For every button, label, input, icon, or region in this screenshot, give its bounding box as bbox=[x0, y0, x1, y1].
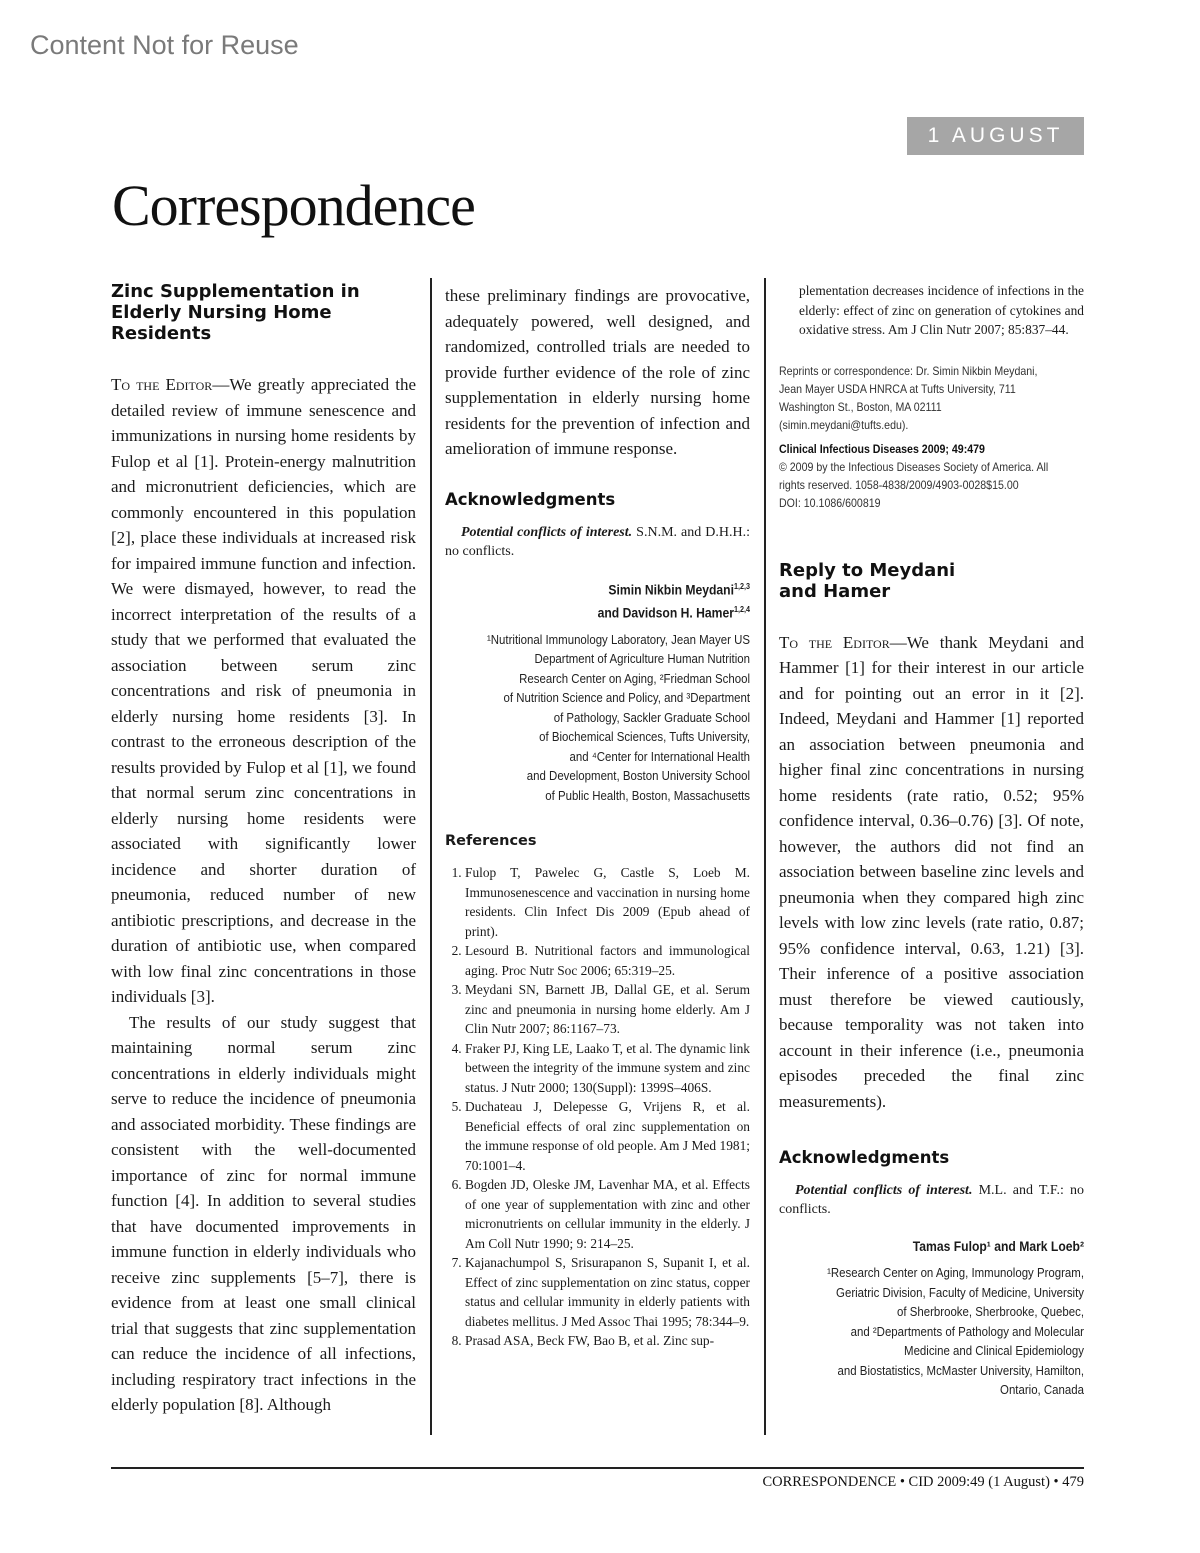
reply-salutation: To the Editor bbox=[779, 632, 890, 652]
reply-affiliations bbox=[779, 1263, 1084, 1400]
letter-paragraph-1 bbox=[111, 372, 416, 1010]
article-meta bbox=[779, 362, 1084, 512]
letter-affiliations bbox=[445, 630, 750, 806]
footer-rule bbox=[111, 1467, 1084, 1469]
watermark: Content Not for Reuse bbox=[30, 30, 299, 60]
conflicts-statement bbox=[445, 523, 750, 561]
column-divider-1 bbox=[430, 278, 432, 1435]
author-2-affil: 1,2,4 bbox=[733, 605, 750, 614]
salutation: To the Editor bbox=[111, 375, 213, 394]
author-line-1 bbox=[476, 577, 751, 601]
affiliation-line: of Sherbrooke, Sherbrooke, Quebec, bbox=[897, 1304, 1084, 1319]
affiliation-line: and Biostatistics, McMaster University, Hamilton, bbox=[837, 1362, 1084, 1378]
author-2: and Davidson H. Hamer bbox=[597, 605, 734, 621]
affiliation-line: of Public Health, Boston, Massachusetts bbox=[545, 787, 750, 803]
affiliation-line: and Development, Boston University School bbox=[526, 768, 750, 783]
letter-paragraph-3: these preliminary findings are provocative, adequately powered, well designed, and randomized, controlled trials are needed to provide further evidence of the role of zinc supplementation in elderly nursing home residents for the prevention of infection and amelioration of immune response. bbox=[445, 286, 750, 458]
reply-paragraph-text: —We thank Meydani and Hammer [1] for their interest in our article and for pointing out an error in it [2]. Indeed, Meydani and Hammer [1] reported an association between pneumonia and higher final zinc concentrations in nursing home residents (rate ratio, 0.52; 95% confidence interval, 0.36–0.76) [3]. Of note, however, the authors did not find an association between baseline zinc levels and pneumonia when they compared high zinc levels with low zinc levels (rate ratio, 0.87; 95% confidence interval, 0.63, 1.21) [3]. Their inference of a positive association must therefore be viewed cautiously, because temporality was not taken into account in their inference (i.e., pneumonia episodes preceded the final zinc measurements). bbox=[779, 632, 1084, 1111]
affiliation-line: Geriatric Division, Faculty of Medicine, University bbox=[836, 1284, 1084, 1300]
affiliation-line: Research Center on Aging, ²Friedman School bbox=[519, 670, 750, 686]
conflicts-text: S.N.M. and D.H.H.: no conflicts. bbox=[445, 524, 751, 559]
column-2 bbox=[445, 283, 750, 1351]
affiliation-line: and ²Departments of Pathology and Molecular bbox=[850, 1323, 1084, 1339]
column-3 bbox=[779, 281, 1084, 1400]
copyright-notice: © 2009 by the Infectious Diseases Society of America. All rights reserved. 1058-4838/2009/4903-0028$15.00 bbox=[779, 459, 1049, 492]
reference-item: 1. Fulop T, Pawelec G, Castle S, Loeb M. Immunosenescence and vaccination in nursing home residents. Clin Infect Dis 2009 (Epub ahead of print). bbox=[465, 863, 750, 941]
reference-item: 8. Prasad ASA, Beck FW, Bao B, et al. Zinc sup- bbox=[465, 1331, 750, 1351]
reply-authors: Tamas Fulop¹ and Mark Loeb² bbox=[912, 1239, 1084, 1254]
acknowledgments-heading: Acknowledgments bbox=[445, 489, 616, 509]
affiliation-line: ¹Nutritional Immunology Laboratory, Jean Mayer US bbox=[486, 631, 750, 647]
author-line-2 bbox=[476, 600, 751, 624]
reply-acknowledgments-heading: Acknowledgments bbox=[779, 1148, 950, 1167]
reply-conflicts-text: M.L. and T.F.: no conflicts. bbox=[779, 1183, 1085, 1217]
reply-title: Reply to Meydani and Hamer bbox=[779, 559, 956, 602]
affiliation-line: and ⁴Center for International Health bbox=[569, 748, 750, 764]
references-heading: References bbox=[445, 833, 537, 849]
references-list bbox=[445, 863, 750, 1351]
reference-item: 7. Kajanachumpol S, Srisurapanon S, Supanit I, et al. Effect of zinc supplementation on zinc status, copper status and cellular immunity in elderly patients with diabetes mellitus. J Med Assoc Thai 1995; 78:344–9. bbox=[465, 1253, 750, 1331]
page-title: Correspondence bbox=[112, 173, 475, 238]
journal-citation bbox=[779, 440, 1054, 458]
letter-authors bbox=[445, 577, 750, 624]
affiliation-line: of Nutrition Science and Policy, and ³Department bbox=[503, 690, 750, 705]
page-footer: CORRESPONDENCE • CID 2009:49 (1 August) • 479 bbox=[762, 1474, 1084, 1490]
letter-title: Zinc Supplementation in Elderly Nursing Home Residents bbox=[111, 281, 360, 344]
reprints-note: Reprints or correspondence: Dr. Simin Nikbin Meydani, Jean Mayer USDA HNRCA at Tufts University, 711 Washington St., Boston, MA 02111 (simin.meydani@tufts.edu). bbox=[779, 363, 1038, 432]
column-divider-2 bbox=[764, 278, 766, 1435]
affiliation-line: of Pathology, Sackler Graduate School bbox=[553, 709, 750, 725]
letter-paragraph-2: The results of our study suggest that maintaining normal serum zinc concentrations in elderly individuals might serve to reduce the incidence of pneumonia and associated morbidity. These findings are consistent with the well-documented importance of zinc for normal immune function [4]. In addition to several studies that have documented improvements in immune function in elderly individuals who receive zinc supplements [5–7], there is evidence from at least one small clinical trial that suggests that zinc supplementation can reduce the incidence of all infections, including respiratory tract infections in the elderly population [8]. Although bbox=[111, 1012, 416, 1414]
issue-date-badge: 1 AUGUST bbox=[907, 117, 1084, 155]
reference-item: 5. Duchateau J, Delepesse G, Vrijens R, et al. Beneficial effects of oral zinc supplementation on the immune response of old people. Am J Med 1981; 70:1001–4. bbox=[465, 1097, 750, 1175]
letter-paragraph-1-text: —We greatly appreciated the detailed review of immune senescence and immunizations in nursing home residents by Fulop et al [1]. Protein-energy malnutrition and micronutrient deficiencies, which are commonly encountered in this population [2], place these individuals at increased risk for impaired immune function and infection. We were dismayed, however, to read the incorrect interpretation of the results of a study that we performed that evaluated the association between serum zinc concentrations and risk of pneumonia in elderly nursing home residents [3]. In contrast to the erroneous description of the results provided by Fulop et al [1], we found that normal serum zinc concentrations in elderly nursing home residents were associated with significantly lower incidence and shorter duration of pneumonia, reduced number of new antibiotic prescriptions, and decrease in the duration of antibiotic use, when compared with low final zinc concentrations in those individuals [3]. bbox=[111, 375, 416, 1006]
reply-conflicts-statement bbox=[779, 1181, 1084, 1219]
author-1: Simin Nikbin Meydani bbox=[608, 582, 734, 597]
affiliation-line: of Biochemical Sciences, Tufts University, bbox=[539, 729, 750, 744]
doi: DOI: 10.1086/600819 bbox=[779, 495, 881, 510]
reference-item: 4. Fraker PJ, King LE, Laako T, et al. The dynamic link between the integrity of the immune system and zinc status. J Nutr 2000; 130(Suppl): 1399S–406S. bbox=[465, 1039, 750, 1098]
reply-conflicts-label: Potential conflicts of interest. bbox=[795, 1183, 973, 1198]
author-1-affil: 1,2,3 bbox=[733, 581, 750, 591]
column-1 bbox=[111, 281, 416, 1418]
reference-item: 6. Bogden JD, Oleske JM, Lavenhar MA, et al. Effects of one year of supplementation with zinc and other micronutrients on cellular immunity in the elderly. J Am Coll Nutr 1990; 9: 214–25. bbox=[465, 1175, 750, 1253]
reference-8-continued: plementation decreases incidence of infections in the elderly: effect of zinc on generation of cytokines and oxidative stress. Am J Clin Nutr 2007; 85:837–44. bbox=[799, 283, 1084, 337]
journal-citation-text: Clinical Infectious Diseases 2009; 49:479 bbox=[779, 441, 985, 456]
reference-item: 3. Meydani SN, Barnett JB, Dallal GE, et al. Serum zinc and pneumonia in nursing home elderly. Am J Clin Nutr 2007; 86:1167–73. bbox=[465, 980, 750, 1039]
affiliation-line: Medicine and Clinical Epidemiology bbox=[904, 1343, 1084, 1358]
reply-paragraph bbox=[779, 630, 1084, 1115]
affiliation-line: ¹Research Center on Aging, Immunology Program, bbox=[827, 1265, 1084, 1280]
affiliation-line: Department of Agriculture Human Nutrition bbox=[534, 651, 750, 666]
conflicts-label: Potential conflicts of interest. bbox=[461, 524, 633, 540]
affiliation-line: Ontario, Canada bbox=[1000, 1382, 1084, 1397]
reference-item: 2. Lesourd B. Nutritional factors and immunological aging. Proc Nutr Soc 2006; 65:319–25. bbox=[465, 941, 750, 980]
